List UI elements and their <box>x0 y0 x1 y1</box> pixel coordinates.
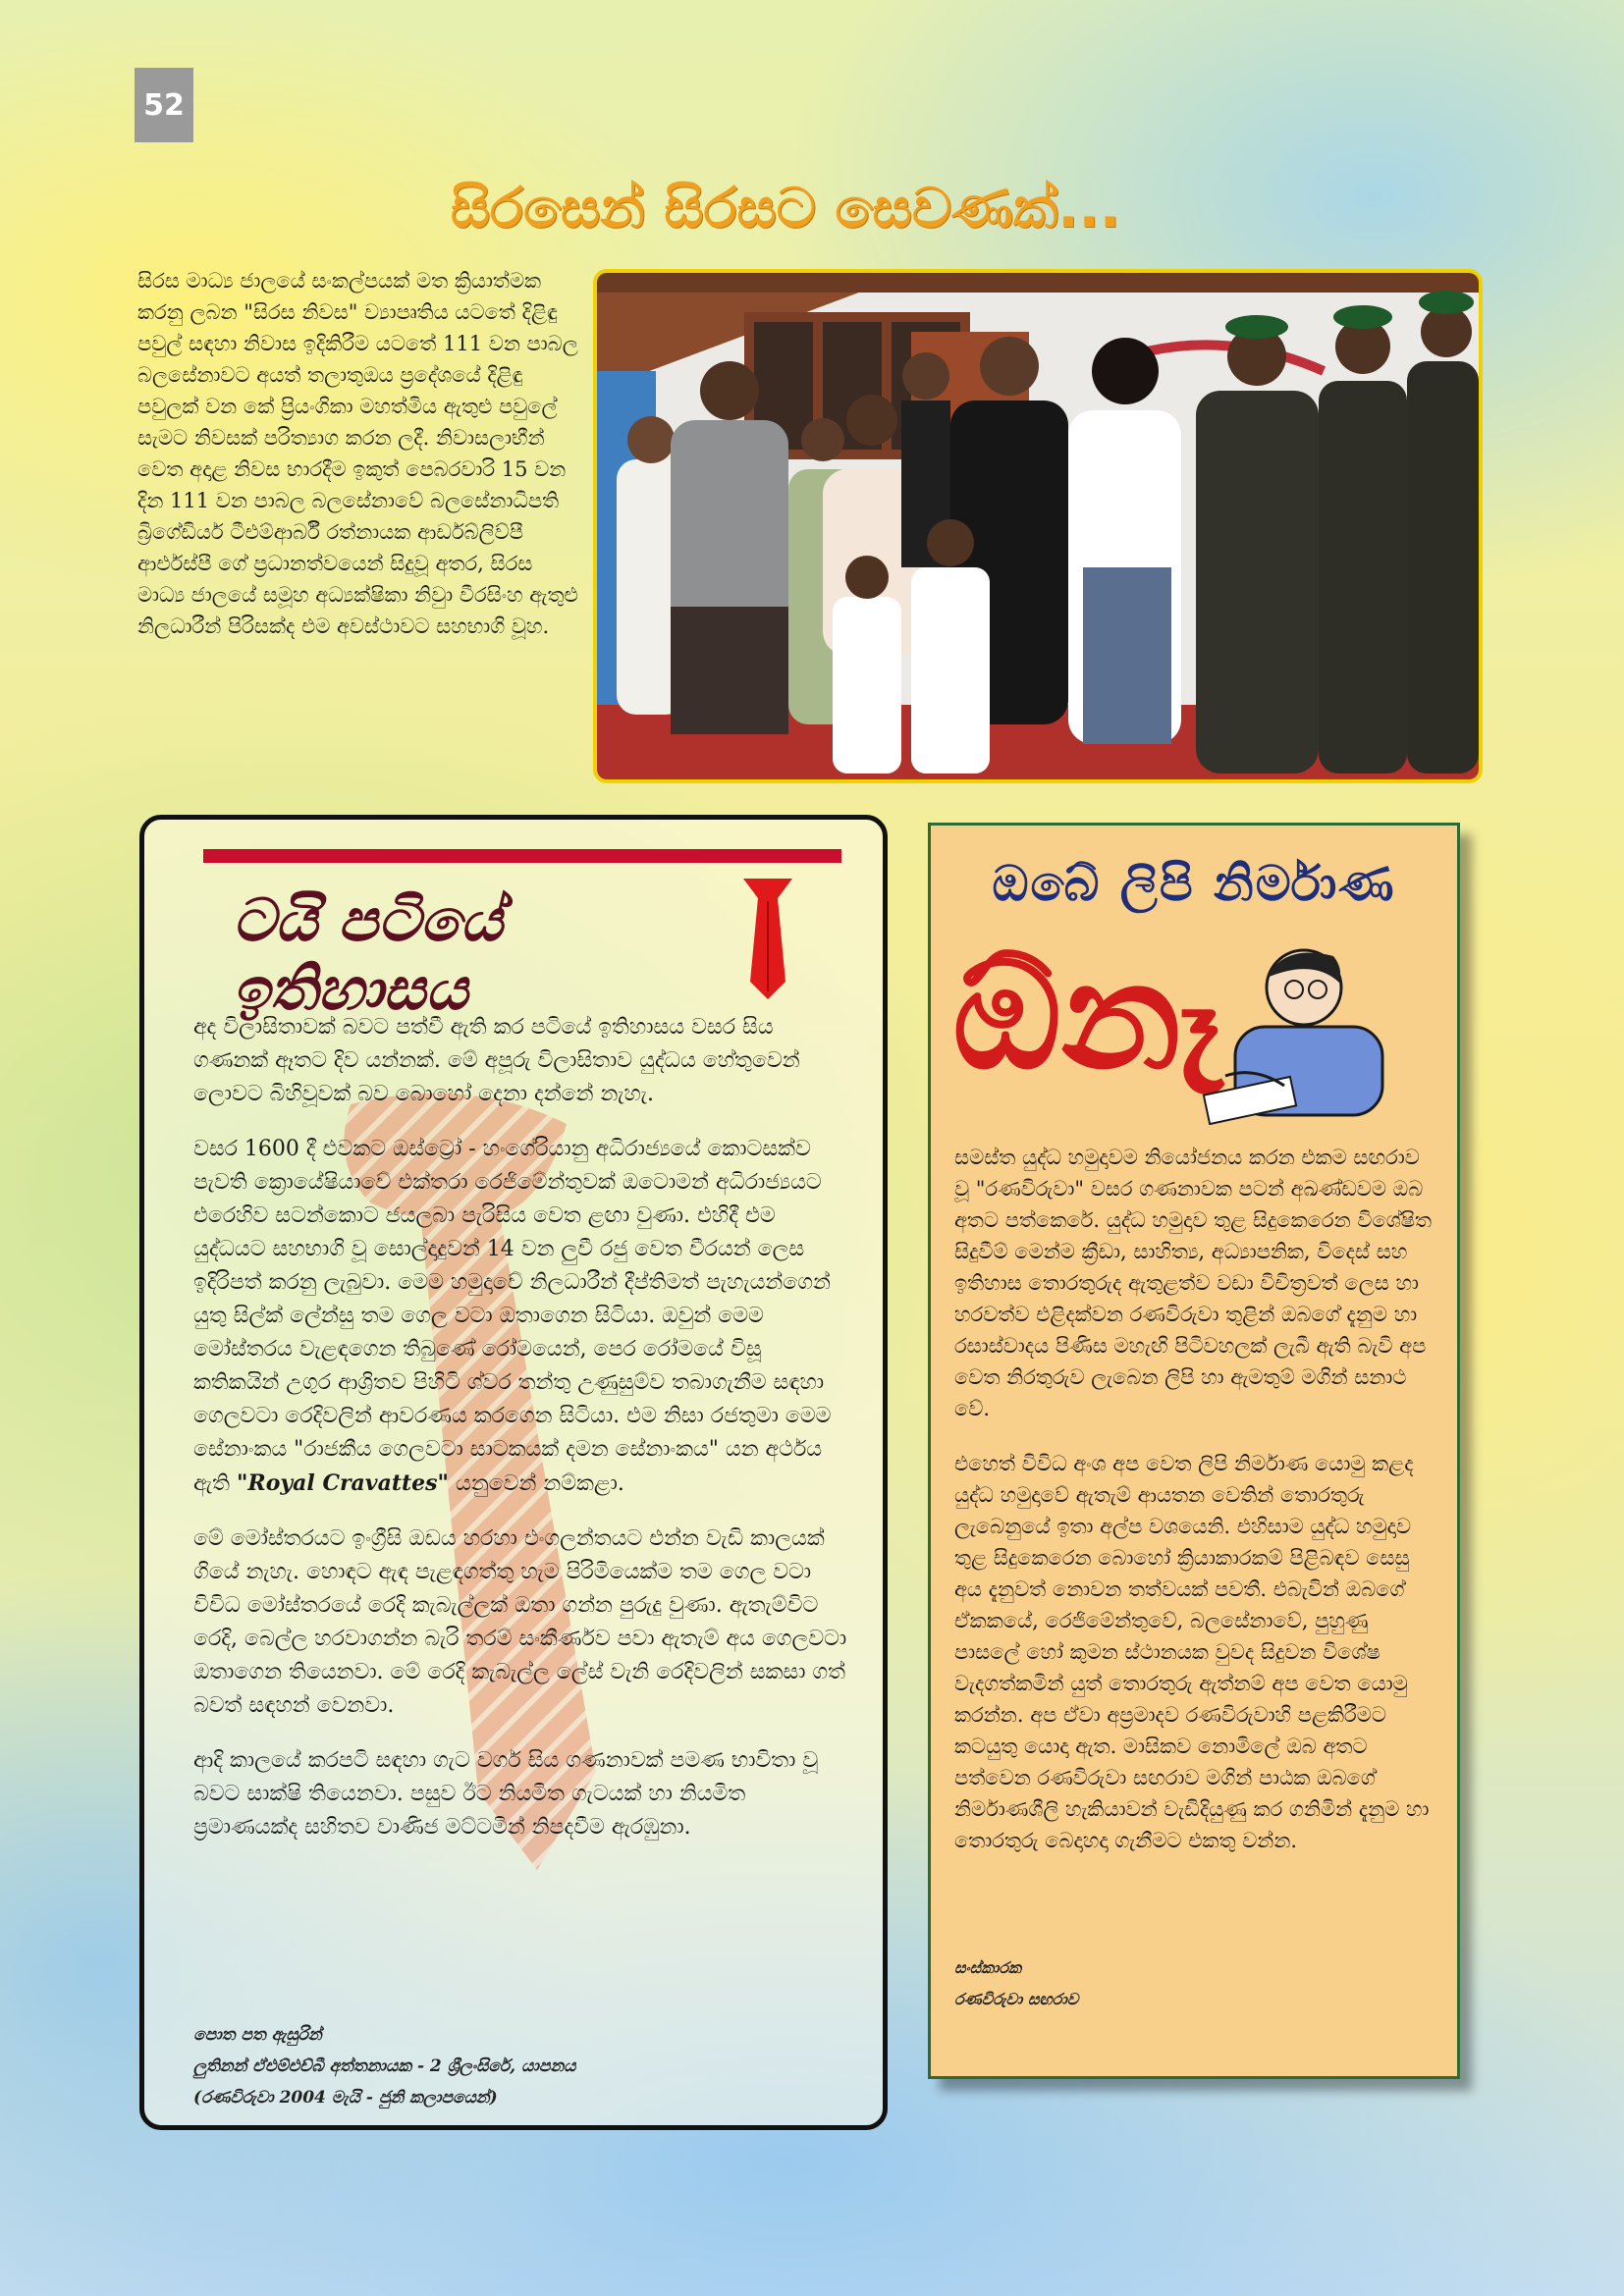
signature-line-1: සංස්කාරක <box>954 1958 1021 1977</box>
writers-box-title: ඔබේ ලිපි නිර්මාණ <box>992 855 1396 912</box>
writing-man-illustration <box>1196 929 1412 1125</box>
writers-call-box <box>928 823 1460 2079</box>
tie-article-title: ටයි පටියේ ඉතිහාසය <box>233 886 503 1024</box>
intro-text: සිරස මාධ්‍ය ජාලයේ සංකල්පයක් මත ක්‍රියාත්මක කරනු ලබන "සිරස නිවස" ව්‍යාපෘතිය යටතේ දිළිඳු පවුල් සඳහා නිවාස ඉදිකිරීම යටතේ 111 වන පාබල බලසේනාවට අයත් තලාතුඔය ප්‍රදේශයේ දිළිඳු පවුලක් වන කේ ප්‍රියංගිකා මහත්මිය ඇතුළු පවුලේ සැමට නිවසක් පරිත්‍යාග කරන ලදී. නිවාසලාභීන් වෙත අදාළ නිවස භාරදීම ඉකුත් පෙබරවාරි 15 වන දින 111 වන පාබල බලසේනාවේ බලසේනාධිපති බ්‍රිගේඩියර් ටීඑම්ආර්බී රත්නායක ආර්ඩබ්ලිව්පී ආර්එස්පී ගේ ප්‍රධානත්වයෙන් සිදුවූ අතර, සිරස මාධ්‍ය ජාලයේ සමූහ අධ්‍යක්ෂිකා නිවුා වීරසිංහ ඇතුළු නිලධාරීන් පිරිසක්ද එම අවස්ථාවට සහභාගි වූහ. <box>137 269 578 638</box>
tie-article-source <box>193 2019 851 2113</box>
signature-line-2: රණවිරුවා සඟරාව <box>954 1990 1079 2008</box>
group-photo-illustration <box>597 273 1479 779</box>
writers-signature <box>954 1952 1435 2015</box>
tie-paragraph-2-tail: යනුවෙන් නම්කළා. <box>449 1471 624 1496</box>
tie-paragraph-4: ආදි කාලයේ කරපටි සඳහා ගැට වර්ග සිය ගණනාවක් පමණ භාවිතා වූ බවට සාක්ෂි තියෙනවා. පසුව ඊට නියමිත ගැටයක් හා නියමිත ප්‍රමාණයක්ද සහිතව වාණිජ මට්ටමින් නිපදවීම ඇරඹුනා. <box>193 1748 819 1840</box>
red-title-bar <box>203 849 841 863</box>
writers-paragraph-1: සමස්ත යුද්ධ හමුදාවම නියෝජනය කරන එකම සඟරාව වූ "රණවිරුවා" වසර ගණනාවක පටන් අඛණ්ඩවම ඔබ අතට පත්කෙරේ. යුද්ධ හමුදාව තුළ සිදුකෙරෙන විශේෂිත සිදුවීම් මෙන්ම ක්‍රීඩා, සාහිත්‍ය, අධ්‍යාපනික, විදෙස් සහ ඉතිහාස තොරතුරුද ඇතුළත්ව වඩා විචිත්‍රවත් ලෙස හා හරවත්ව එළිදක්වන රණවිරුවා තුළින් ඔබගේ දැනුම හා රසාස්වාදය පිණිස මහැඟි පිටිවහලක් ලැබී ඇති බැවි අප වෙත නිරතුරුව ලැබෙන ලිපි හා ඇමතුම් මගින් සනාථ වේ. <box>954 1146 1433 1420</box>
royal-cravattes-term: "Royal Cravattes" <box>236 1470 450 1496</box>
page-number: 52 <box>135 68 193 142</box>
headline: සිරසෙන් සිරසට සෙවණක්... <box>450 177 1121 240</box>
writers-box-big-word: ඕනෑ <box>952 932 1222 1102</box>
red-tie-icon <box>738 874 797 1001</box>
source-line-3: (රණවිරුවා 2004 මැයි - ජුනි කලාපයෙන්) <box>193 2088 498 2108</box>
tie-paragraph-1: අද විලාසිතාවක් බවට පත්වී ඇති කර පටියේ ඉතිහාසය වසර සිය ගණනක් ඈතට දිව යන්නක්. මේ අපූරු විලාසිතාව යුද්ධය හේතුවෙන් ලොවට බිහිවූවක් බව බොහෝ දෙනා දන්නේ නැහැ. <box>193 1015 800 1106</box>
tie-paragraph-2-text: වසර 1600 දී එවකට ඔස්ට්‍රෝ - හංගේරියානු අධිරාජ්‍යයේ කොටසක්ව පැවති ක්‍රොයේෂියාවේ එක්තරා රෙජිමේන්තුවක් ඔටොමන් අධිරාජ්‍යයට එරෙහිව සටන්කොට ජයලබා පැරිසිය වෙත ළඟා වුණා. එහිදී එම යුද්ධයට සහභාගි වූ සොල්දාදුවන් 14 වන ලුවී රජු වෙත වීරයන් ලෙස ඉදිරිපත් කරනු ලැබුවා. මෙම හමුදාවේ නිලධාරීන් දීප්තිමත් පැහැයන්ගෙන් යුතු සිල්ක් ලේන්සු තම ගෙල වටා ඔතාගෙන සිටියා. ඔවුන් මෙම මෝස්තරය වැළඳගෙන තිබුණේ රෝමයෙන්, පෙර රෝමයේ විසූ කතිකයින් උගුර ආශ්‍රිතව පිහිටි ශ්වර තන්තු උණුසුම්ව තබාගැනීම සඳහා ගෙලවටා රෙදිවලින් ආවරණය කරගෙන සිටියා. එම නිසා රජතුමා මෙම සේනාංකය "රාජකීය ගෙලවටා සාටකයක් දමන සේනාංකය" යන අර්ථය ඇති <box>193 1137 832 1496</box>
source-line-2: ලුතිනන් ඒඑම්එච්බී අත්තනායක - 2 ශ්‍රීලංසිරේ, යාපනය <box>193 2056 576 2076</box>
tie-paragraph-3: මේ මෝස්තරයට ඉංග්‍රීසි ඔඩය හරහා එංගලන්තයට එන්න වැඩි කාලයක් ගියේ නැහැ. හොඳට ඇඳ පැළඳගත්තු හැම පිරිමියෙක්ම තම ගෙල වටා විවිධ මෝස්තරයේ රෙදි කැබැල්ලක් ඔතා ගන්න පුරුදු වුණා. ඇතැම්විට රෙදි, බෙල්ල හරවාගන්න බැරි තරම් සංකීර්ණව පවා ඇතැම් අය ගෙලවටා ඔතාගෙන තියෙනවා. මේ රෙදි කැබැල්ල ලේස් වැනි රෙදිවලින් සකසා ගත් බවත් සඳහන් වෙනවා. <box>193 1526 847 1718</box>
tie-paragraph-2 <box>193 1133 851 1501</box>
group-photo <box>593 269 1483 783</box>
writers-paragraph-2: එහෙත් විවිධ අංශ අප වෙත ලිපි නිර්මාණ යොමු කළද යුද්ධ හමුදාවේ ඇතැම් ආයතන වෙතින් තොරතුරු ලැබෙනුයේ ඉතා අල්ප වශයෙනි. එහිසාම යුද්ධ හමුදාව තුළ සිදුකෙරෙන බොහෝ ක්‍රියාකාරකම් පිළිබඳව සෙසු අය දැනුවත් නොවන තත්වයක් පවතී. එබැවින් ඔබගේ ඒකකයේ, රෙජිමේන්තුවේ, බලසේනාවේ, පුහුණු පාසලේ හෝ කුමන ස්ථානයක වුවද සිදුවන විශේෂ වැදගත්කමින් යුත් තොරතුරු ඇත්නම් අප වෙත යොමු කරන්න. අප ඒවා අප්‍රමාදව රණවිරුවාහි පළකිරීමට කටයුතු යොදා ඇත. මාසිකව නොමිලේ ඔබ අතට පත්වෙන රණවිරුවා සඟරාව මගින් පාඨක ඔබගේ නිර්මාණශීලි හැකියාවන් වැඩිදියුණු කර ගනිමින් දැනුම හා තොරතුරු බෙදාහදා ගැනීමට එකතු වන්න. <box>954 1452 1430 1852</box>
source-line-1: පොත පත ඇසුරින් <box>193 2025 322 2045</box>
tie-history-article <box>139 815 888 2130</box>
